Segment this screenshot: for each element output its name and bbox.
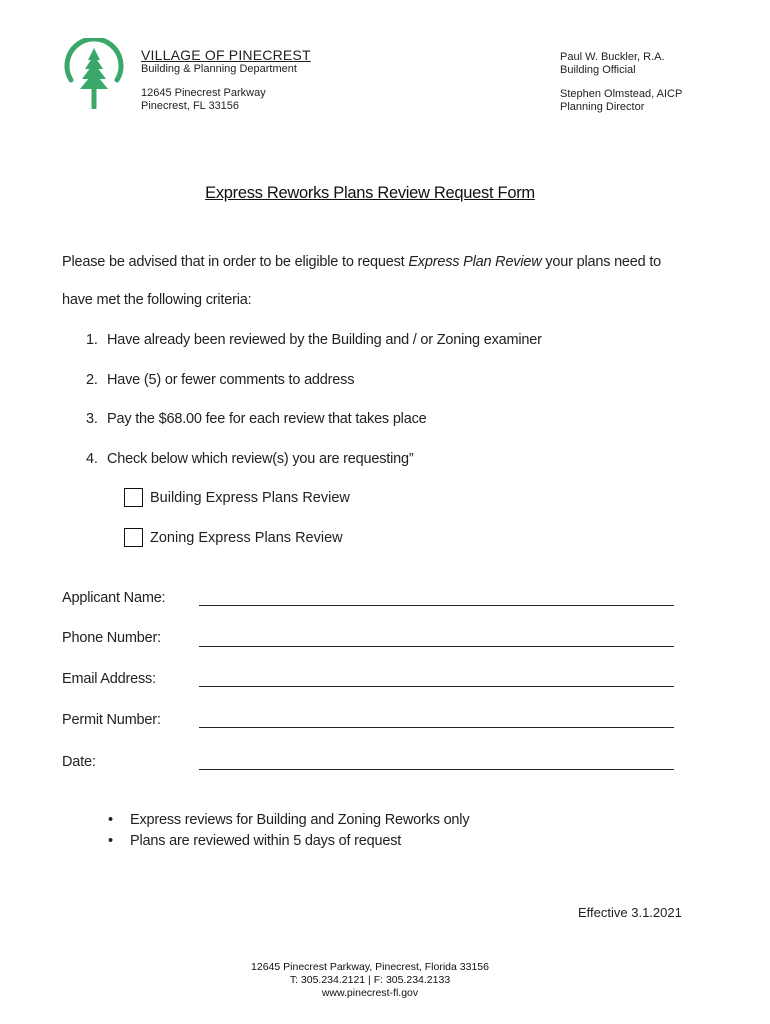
form-title: Express Reworks Plans Review Request Form <box>205 184 535 202</box>
address-line-2: Pinecrest, FL 33156 <box>141 100 240 112</box>
department-name: Building & Planning Department <box>141 63 297 75</box>
criteria-item <box>86 411 426 427</box>
intro-text-emphasis: Express Plan Review <box>408 254 542 270</box>
phone-number-field[interactable] <box>199 646 674 647</box>
criteria-item <box>86 372 354 388</box>
org-name: VILLAGE OF PINECREST <box>141 47 311 63</box>
criteria-number: 3. <box>86 411 98 427</box>
note-text: Express reviews for Building and Zoning Reworks only <box>130 812 470 828</box>
header-left-block <box>141 47 311 113</box>
footer-phone: T: 305.234.2121 | F: 305.234.2133 <box>289 974 451 986</box>
permit-number-field[interactable] <box>199 727 674 728</box>
criteria-item <box>86 451 414 467</box>
date-label: Date: <box>62 754 96 770</box>
intro-line-1 <box>62 254 661 270</box>
official2-name: Stephen Olmstead, AICP <box>560 88 683 100</box>
intro-text-pre: Please be advised that in order to be eligible to request <box>62 254 409 270</box>
phone-number-label: Phone Number: <box>62 630 161 646</box>
address-line-1: 12645 Pinecrest Parkway <box>141 87 266 99</box>
bullet-icon: • <box>108 833 113 849</box>
bullet-icon: • <box>108 812 113 828</box>
village-logo <box>63 38 125 112</box>
criteria-number: 4. <box>86 451 98 467</box>
official2-title: Planning Director <box>560 101 645 113</box>
permit-number-label: Permit Number: <box>62 712 161 728</box>
criteria-text: Have (5) or fewer comments to address <box>107 372 355 388</box>
building-review-label: Building Express Plans Review <box>150 489 350 506</box>
criteria-number: 1. <box>86 332 98 348</box>
effective-date: Effective 3.1.2021 <box>578 905 682 920</box>
footer-website: www.pinecrest-fl.gov <box>321 987 419 999</box>
header-right-block <box>560 51 682 114</box>
official1-title: Building Official <box>560 64 636 76</box>
note-text: Plans are reviewed within 5 days of request <box>130 833 402 849</box>
building-review-checkbox[interactable] <box>124 488 143 507</box>
footer-address: 12645 Pinecrest Parkway, Pinecrest, Florida 33156 <box>251 961 489 973</box>
criteria-text: Have already been reviewed by the Building and / or Zoning examiner <box>107 332 542 348</box>
notes-list <box>108 810 469 852</box>
zoning-review-checkbox[interactable] <box>124 528 143 547</box>
applicant-name-label: Applicant Name: <box>62 590 166 606</box>
criteria-text: Pay the $68.00 fee for each review that takes place <box>107 411 427 427</box>
official1-name: Paul W. Buckler, R.A. <box>560 51 665 63</box>
building-review-option <box>124 488 350 507</box>
criteria-item <box>86 332 542 348</box>
footer <box>0 961 740 1000</box>
criteria-text: Check below which review(s) you are requesting” <box>107 451 414 467</box>
applicant-name-field[interactable] <box>199 605 674 606</box>
intro-line-2: have met the following criteria: <box>62 292 252 308</box>
date-field[interactable] <box>199 769 674 770</box>
email-address-label: Email Address: <box>62 671 156 687</box>
email-address-field[interactable] <box>199 686 674 687</box>
zoning-review-option <box>124 528 343 547</box>
criteria-number: 2. <box>86 372 98 388</box>
intro-text-post: your plans need to <box>541 254 662 270</box>
list-item <box>108 831 469 852</box>
list-item <box>108 810 469 831</box>
zoning-review-label: Zoning Express Plans Review <box>150 529 343 546</box>
